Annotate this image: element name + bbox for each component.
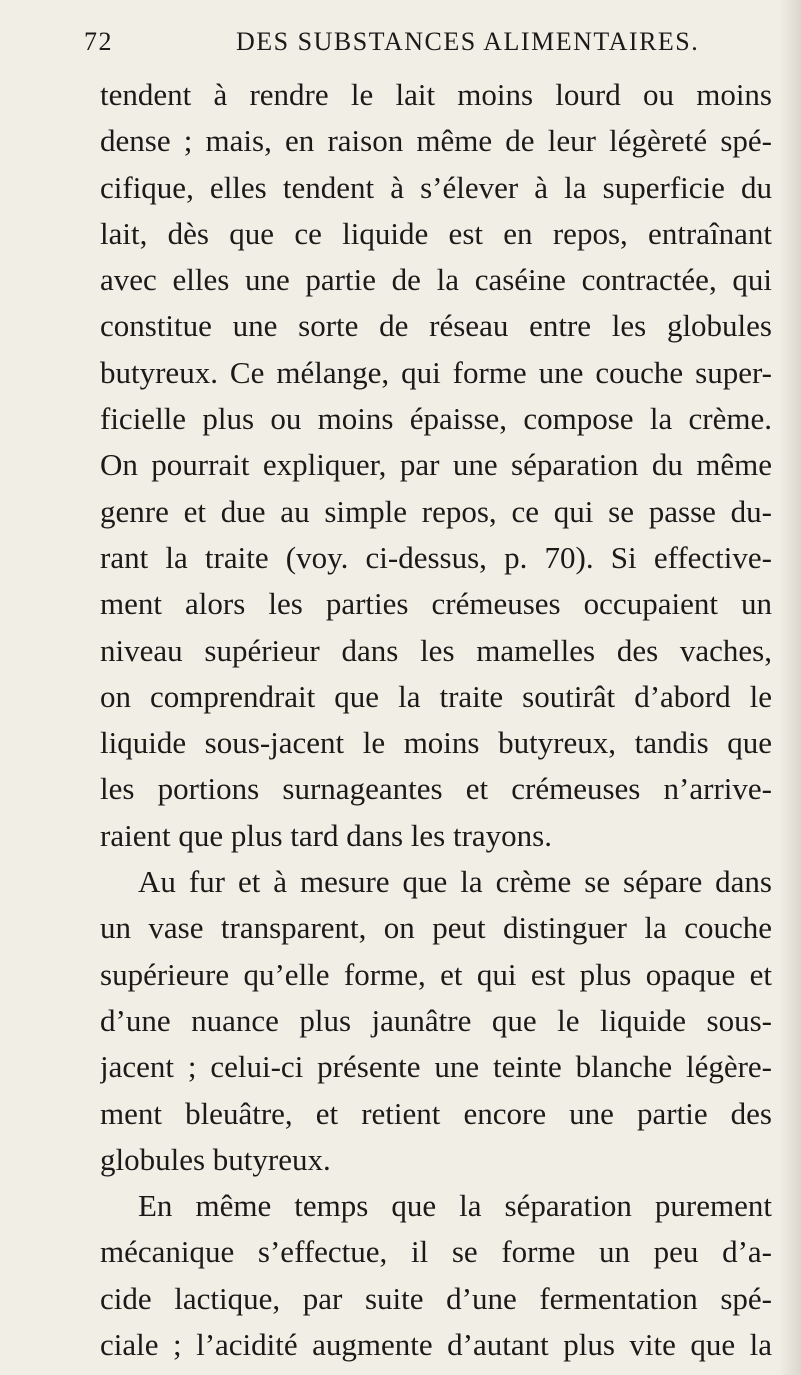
text-line: d’une nuance plus jaunâtre que le liquide sous- bbox=[100, 1002, 772, 1038]
text-line: Au fur et à mesure que la crème se sépare dans bbox=[138, 864, 772, 900]
page-number: 72 bbox=[84, 27, 113, 56]
text-line: mécanique s’effectue, il se forme un peu d’a- bbox=[100, 1234, 772, 1270]
running-head bbox=[84, 22, 754, 62]
text-line: dense ; mais, en raison même de leur légèreté spé- bbox=[100, 123, 772, 159]
text-line: genre et due au simple repos, ce qui se passe du- bbox=[100, 493, 772, 529]
page-edge-shadow bbox=[779, 0, 801, 1375]
text-line: ment alors les parties crémeuses occupaient un bbox=[100, 586, 772, 622]
running-title: DES SUBSTANCES ALIMENTAIRES. bbox=[236, 27, 700, 56]
text-line: un vase transparent, on peut distinguer la couche bbox=[100, 910, 772, 946]
text-line: ment bleuâtre, et retient encore une partie des bbox=[100, 1095, 772, 1131]
text-line: on comprendrait que la traite soutirât d’abord le bbox=[100, 678, 772, 714]
text-line: niveau supérieur dans les mamelles des vaches, bbox=[100, 632, 772, 668]
text-line: avec elles une partie de la caséine contractée, qui bbox=[100, 262, 772, 298]
text-line: supérieure qu’elle forme, et qui est plus opaque et bbox=[100, 956, 772, 992]
text-line: ciale ; l’acidité augmente d’autant plus vite que la bbox=[100, 1327, 772, 1363]
text-line: globules butyreux. bbox=[100, 1141, 331, 1177]
text-line: jacent ; celui-ci présente une teinte blanche légère- bbox=[100, 1049, 772, 1085]
text-line: constitue une sorte de réseau entre les globules bbox=[100, 308, 772, 344]
text-line: raient que plus tard dans les trayons. bbox=[100, 817, 552, 853]
text-line: cifique, elles tendent à s’élever à la superficie du bbox=[100, 169, 772, 205]
body-text bbox=[100, 72, 772, 1368]
text-line: En même temps que la séparation purement bbox=[138, 1188, 772, 1224]
text-line: On pourrait expliquer, par une séparation du même bbox=[100, 447, 772, 483]
text-line: butyreux. Ce mélange, qui forme une couche super- bbox=[100, 354, 772, 390]
text-line: rant la traite (voy. ci-dessus, p. 70). Si effective- bbox=[100, 539, 772, 575]
text-line: les portions surnageantes et crémeuses n’arrive- bbox=[100, 771, 772, 807]
text-line: lait, dès que ce liquide est en repos, entraînant bbox=[100, 215, 772, 251]
text-line: liquide sous-jacent le moins butyreux, tandis que bbox=[100, 725, 772, 761]
text-line: cide lactique, par suite d’une fermentation spé- bbox=[100, 1280, 772, 1316]
text-line: ficielle plus ou moins épaisse, compose la crème. bbox=[100, 401, 772, 437]
text-line: tendent à rendre le lait moins lourd ou moins bbox=[100, 77, 772, 112]
